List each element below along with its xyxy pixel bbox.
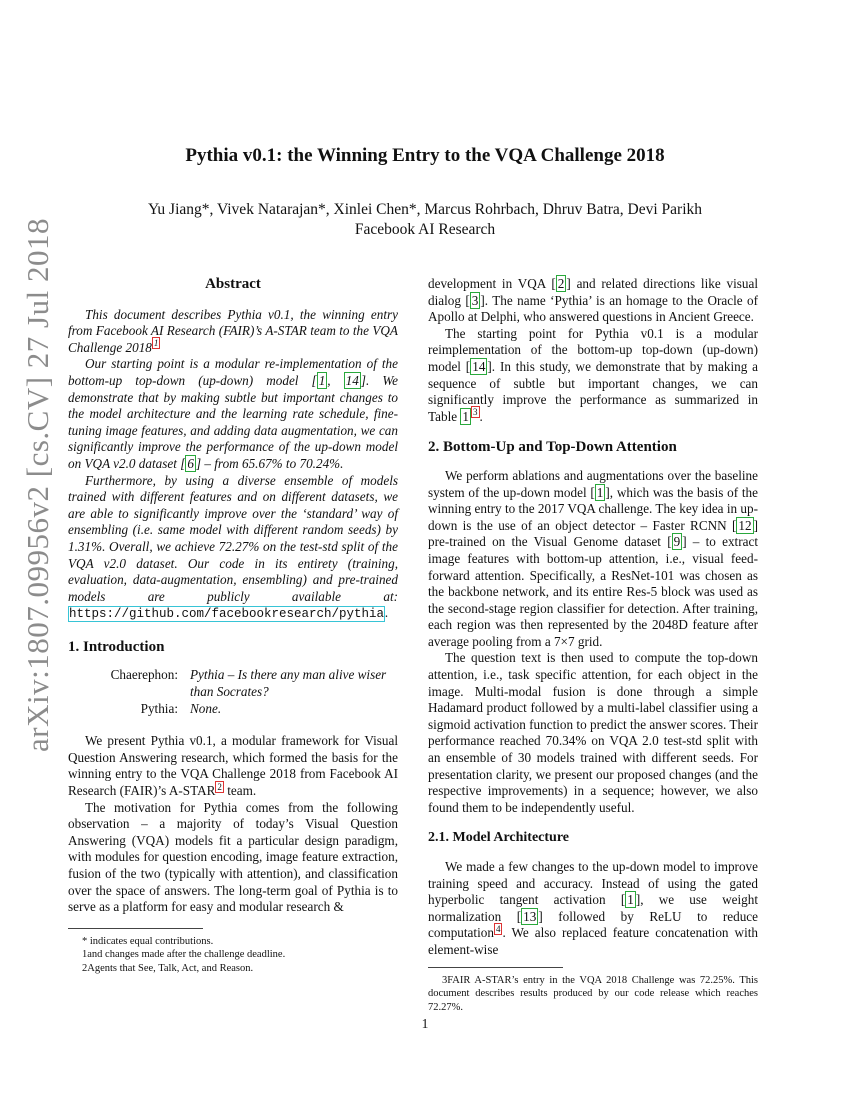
affiliation: Facebook AI Research bbox=[354, 221, 496, 238]
citation-link[interactable]: 2 bbox=[557, 276, 565, 291]
abstract-paragraph: Furthermore, by using a diverse ensemble of models trained with different features and on different datasets, we are able to significantly improve over the ‘standard’ way of ensembling (i.e. same model with different random seeds) by 1.31%. Overall, we achieve 72.27% on the test-std split of the VQA v2.0 dataset. Our code in its entirety (training, evaluation, data-augmentation, ensembling) and pre-trained models are publicly available at: https://github.com/facebookresearch/pythia. bbox=[68, 472, 398, 622]
citation-link[interactable]: 3 bbox=[471, 292, 479, 308]
dialogue-line: None. bbox=[190, 700, 222, 716]
footnote-link[interactable]: 4 bbox=[495, 923, 501, 934]
citation-link[interactable]: 1 bbox=[627, 892, 634, 908]
left-column bbox=[68, 276, 398, 975]
author-list: Yu Jiang*, Vivek Natarajan*, Xinlei Chen*, Marcus Rohrbach, Dhruv Batra, Devi Parikh bbox=[147, 201, 703, 218]
footnote: 1and changes made after the challenge deadline. bbox=[82, 949, 286, 961]
code-url-link[interactable]: https://github.com/facebookresearch/pythia bbox=[69, 607, 385, 622]
abstract-paragraph: Our starting point is a modular re-implementation of the bottom-up top-down (up-down) model [ 1 , 14 ]. We demonstrate that by making subtle but important changes to the model architecture and the learning rate schedule, fine-tuning image features, and adding data augmentation, we can significantly improve the performance of the up-down model on VQA v2.0 dataset [ 6 ] – from 65.67% to 70.24%. bbox=[68, 356, 399, 471]
footnote-link[interactable]: 2 bbox=[217, 781, 222, 792]
citation-link[interactable]: 14 bbox=[345, 372, 359, 388]
subsection-heading-model-architecture: 2.1. Model Architecture bbox=[428, 830, 570, 846]
footnote: * indicates equal contributions. bbox=[82, 935, 214, 947]
footnote-link[interactable]: 3 bbox=[473, 407, 478, 418]
footnote: 2Agents that See, Talk, Act, and Reason. bbox=[82, 962, 254, 974]
body-paragraph: The motivation for Pythia comes from the following observation – a majority of today’s Visual Question Answering (VQA) models fit a particular design paradigm, with modules for question encoding, image feature extraction, fusion of the two (typically with attention), and classification over the space of answers. The long-term goal of Pythia is to serve as a platform for easy and modular research & bbox=[68, 799, 398, 915]
body-paragraph: The starting point for Pythia v0.1 is a modular reimplementation of the bottom-up top-down (up-down) model [ 14 ]. In this study, we demonstrate that by making a sequence of subtle but important changes, we can significantly improve the performance as summarized in Table 1 $^3$ . bbox=[428, 325, 758, 424]
section-heading-bottom-up: 2. Bottom-Up and Top-Down Attention bbox=[428, 439, 677, 456]
footnote: 3FAIR A-STAR’s entry in the VQA 2018 Challenge was 72.25%. This document describes results produced by our code release which reaches 72.27%. bbox=[428, 974, 758, 1013]
citation-link[interactable]: 1 bbox=[318, 372, 326, 388]
right-column bbox=[428, 276, 758, 1014]
body-paragraph: We made a few changes to the up-down model to improve training speed and accuracy. Instead of using the gated hyperbolic tangent activation [ 1 ], we use weight normalization [ 13 ] followed by ReLU to reduce computation $^4$ . We also replaced feature concatenation with element-wise bbox=[428, 859, 758, 957]
body-paragraph: The question text is then used to compute the top-down attention, i.e., task specific attention, for each object in the image. Multi-modal fusion is done through a simple Hadamard product followed by a multi-label classifier using a sigmoid activation function to predict the answer scores. Their performance reached 70.34% on VQA 2.0 test-std split with an ensemble of 30 models trained with different seeds. For presentation clarity, we present our proposed changes (and the respective improvements) in a sequence; however, we also found them to be independently useful. bbox=[428, 650, 758, 815]
page-number: 1 bbox=[421, 1016, 429, 1031]
citation-link[interactable]: 1 bbox=[596, 484, 604, 500]
citation-link[interactable]: 13 bbox=[523, 908, 537, 924]
body-paragraph: development in VQA [ 2 ] and related directions like visual dialog [ 3 ]. The name ‘Pythia’ is an homage to the Oracle of Apollo at Delphi, who answered questions in Ancient Greece. bbox=[428, 276, 759, 325]
author-block bbox=[0, 200, 850, 240]
body-paragraph: We present Pythia v0.1, a modular framework for Visual Question Answering research, which formed the basis for the winning entry to the VQA Challenge 2018 from Facebook AI Research (FAIR)’s A-STAR $^2$ team. bbox=[68, 733, 398, 799]
footnote-rule bbox=[428, 967, 563, 974]
dialogue-line: Pythia – Is there any man alive wiser than Socrates? bbox=[190, 667, 387, 700]
arxiv-stamp: arXiv:1807.09956v2 [cs.CV] 27 Jul 2018 bbox=[20, 218, 55, 752]
table-link[interactable]: 1 bbox=[462, 408, 469, 424]
citation-link[interactable]: 14 bbox=[472, 358, 486, 374]
abstract-heading: Abstract bbox=[205, 276, 261, 292]
paper-title: Pythia v0.1: the Winning Entry to the VQA Challenge 2018 bbox=[185, 145, 665, 166]
citation-link[interactable]: 12 bbox=[738, 517, 752, 533]
body-paragraph: We perform ablations and augmentations over the baseline system of the up-down model [ 1 ], which was the basis of the winning entry to the 2017 VQA challenge. The key idea in up-down is the use of an object detector – Faster RCNN [ 12 ] pre-trained on the Visual Genome dataset [ 9 ] – to extract image features with bottom-up attention, i.e., visual feed-forward attention. Specifically, a ResNet-101 was chosen as the backbone network, and its entire Res-5 block was used as the second-stage region classifier for detection. After training, each region was then represented by the 2048D feature after average pooling from a 7×7 grid. bbox=[428, 467, 758, 649]
section-heading-introduction: 1. Introduction bbox=[68, 638, 165, 655]
epigraph-dialogue bbox=[68, 667, 398, 717]
citation-link[interactable]: 6 bbox=[187, 455, 194, 471]
left-footnotes bbox=[68, 935, 398, 976]
citation-link[interactable]: 9 bbox=[673, 534, 681, 550]
dialogue-speaker: Pythia: bbox=[140, 700, 178, 716]
footnote-rule bbox=[68, 928, 203, 935]
dialogue-speaker: Chaerephon: bbox=[110, 667, 178, 683]
footnote-link[interactable]: 1 bbox=[153, 338, 159, 349]
abstract bbox=[68, 307, 398, 623]
abstract-paragraph: This document describes Pythia v0.1, the winning entry from Facebook AI Research (FAIR)’s A-STAR team to the VQA Challenge 2018 $^1$ bbox=[68, 306, 398, 355]
